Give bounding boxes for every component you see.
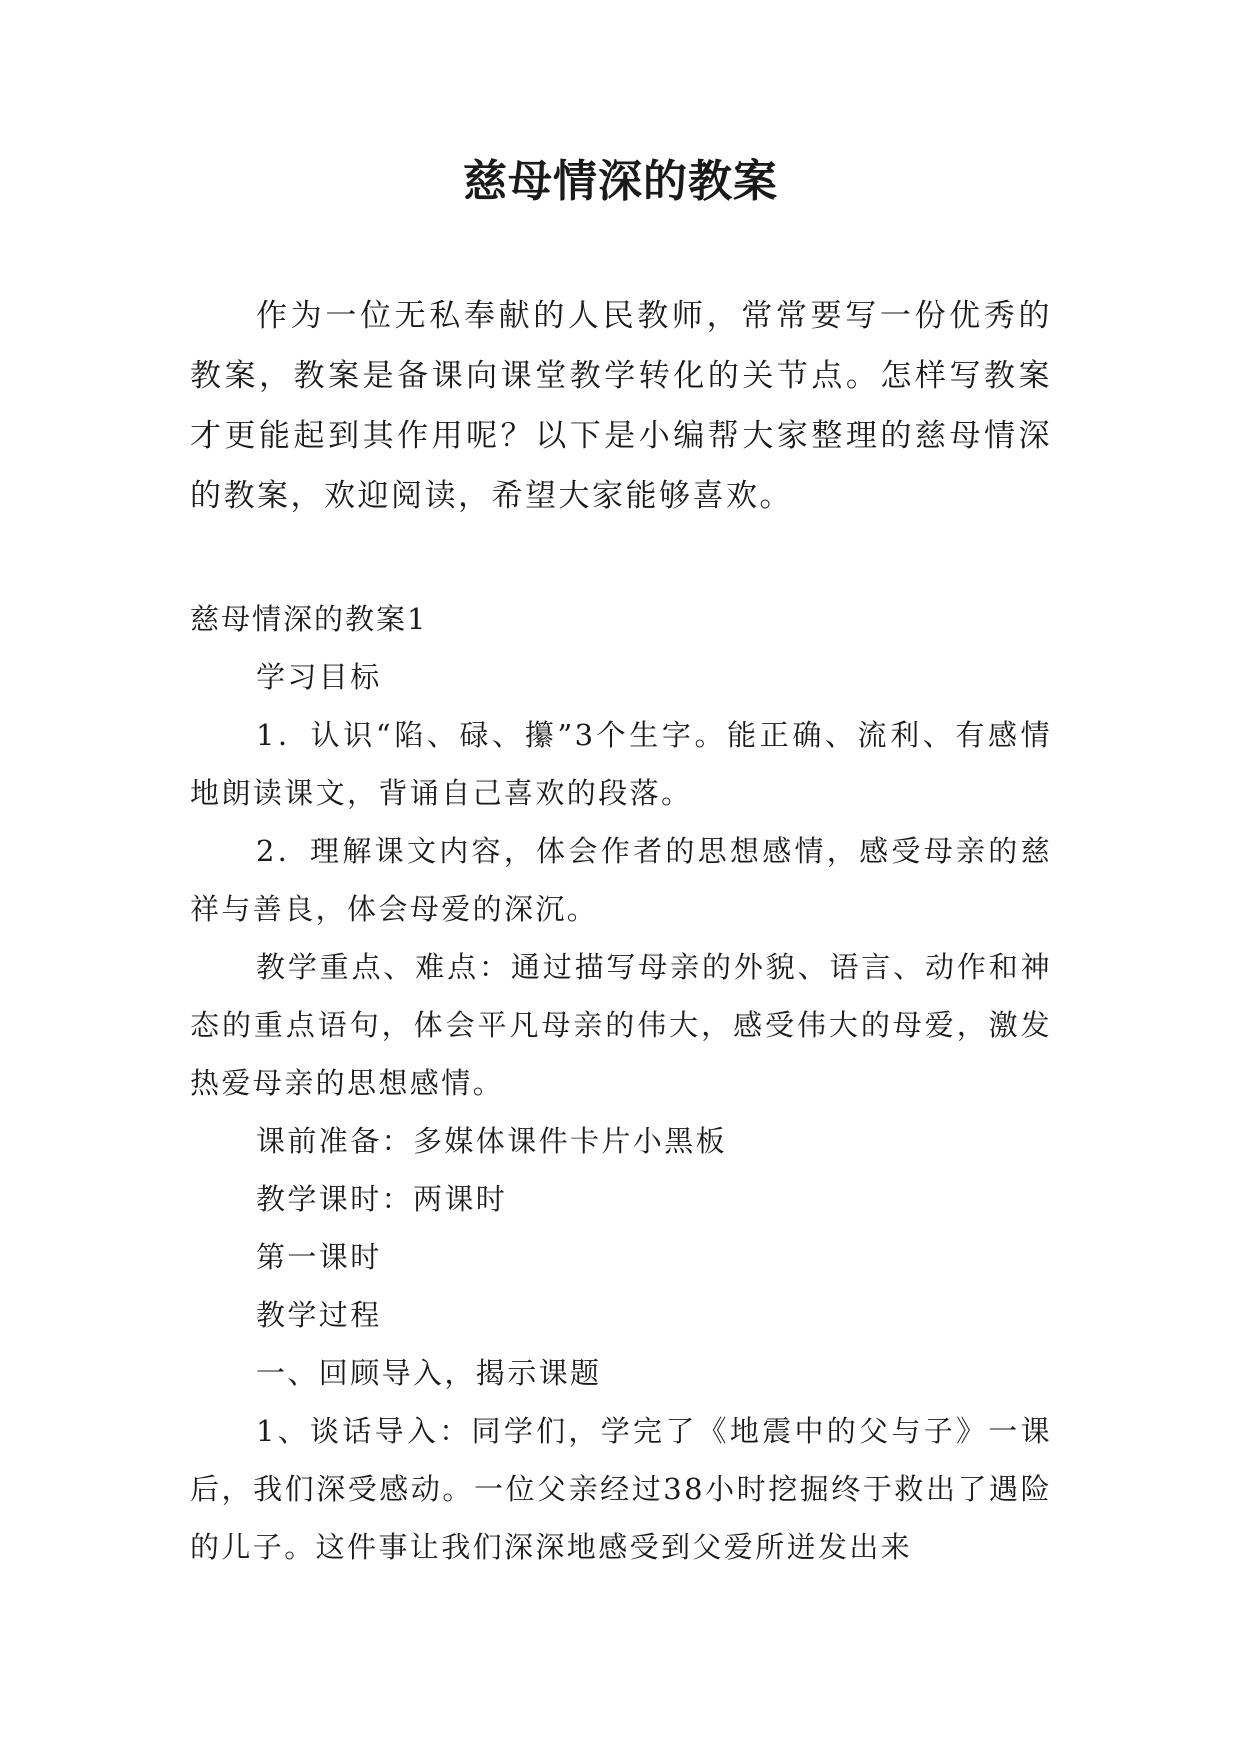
paragraph-learning-goals: 学习目标 — [256, 660, 382, 694]
paragraph-first-lesson: 第一课时 — [256, 1240, 382, 1274]
intro-paragraph: 作为一位无私奉献的人民教师，常常要写一份优秀的教案，教案是备课向课堂教学转化的关节点。怎样写教案才更能起到其作用呢？以下是小编帮大家整理的慈母情深的教案，欢迎阅读，希望大家能够喜欢。 — [190, 298, 1052, 514]
paragraph-goal-1: 1．认识“陷、碌、攥”3个生字。能正确、流利、有感情地朗读课文，背诵自己喜欢的段落。 — [190, 718, 1052, 810]
paragraph-teaching-process: 教学过程 — [256, 1298, 382, 1332]
section-heading: 慈母情深的教案1 — [190, 602, 428, 636]
paragraph-step-1: 一、回顾导入，揭示课题 — [256, 1356, 602, 1390]
paragraph-key-points: 教学重点、难点：通过描写母亲的外貌、语言、动作和神态的重点语句，体会平凡母亲的伟大，感受伟大的母爱，激发热爱母亲的思想感情。 — [190, 950, 1052, 1100]
paragraph-introduction-talk: 1、谈话导入：同学们，学完了《地震中的父与子》一课后，我们深受感动。一位父亲经过38小时挖掘终于救出了遇险的儿子。这件事让我们深深地感受到父爱所迸发出来 — [190, 1414, 1052, 1564]
paragraph-class-hours: 教学课时：两课时 — [256, 1182, 508, 1216]
paragraph-goal-2: 2．理解课文内容，体会作者的思想感情，感受母亲的慈祥与善良，体会母爱的深沉。 — [190, 834, 1052, 926]
document-body — [190, 286, 1052, 1576]
document-title: 慈母情深的教案 — [463, 156, 778, 207]
paragraph-preparation: 课前准备：多媒体课件卡片小黑板 — [256, 1124, 728, 1158]
